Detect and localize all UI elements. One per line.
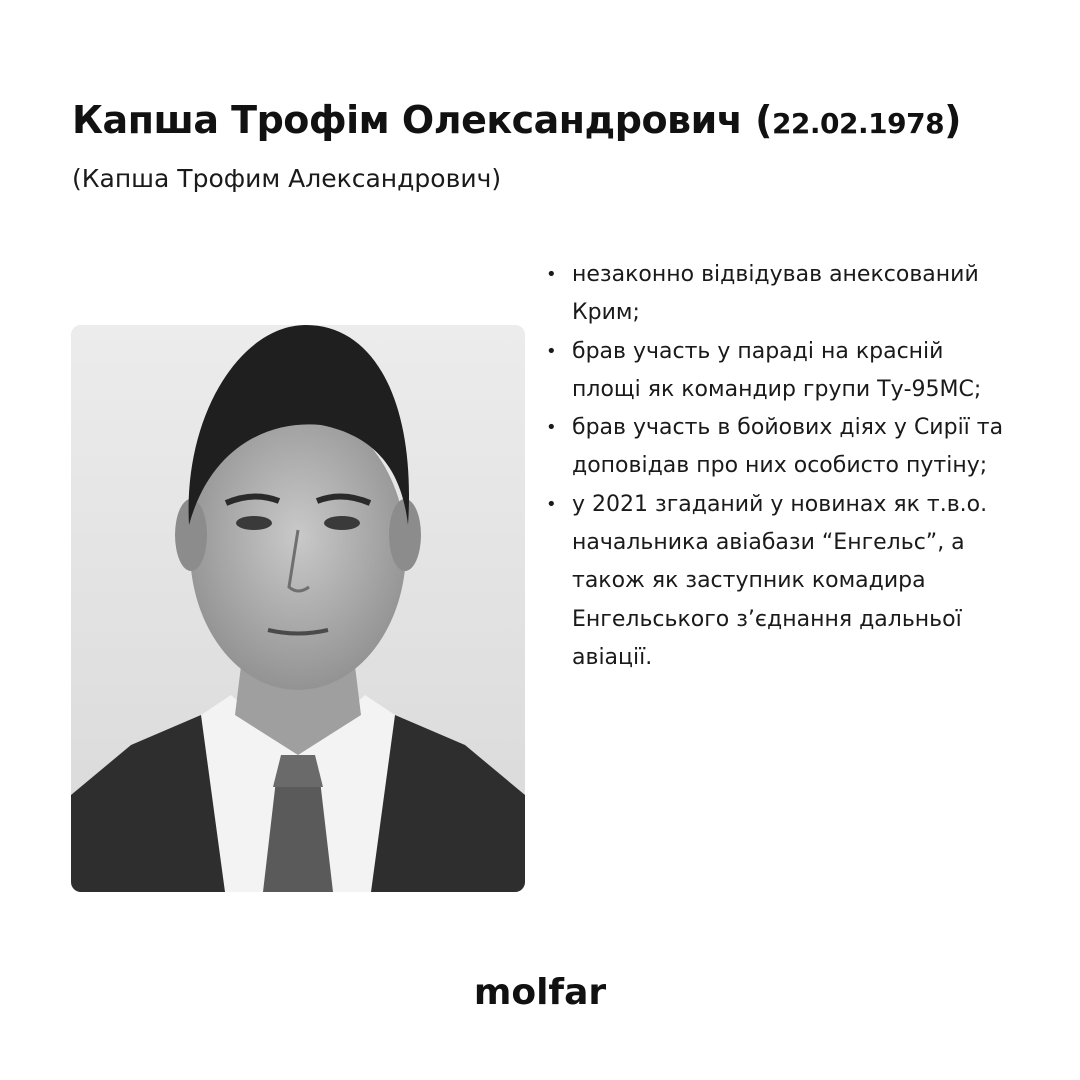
birth-date: 22.02.1978 (771, 107, 945, 140)
bullet-icon: • (546, 417, 557, 439)
page-title (72, 98, 961, 142)
date-paren-open: ( (755, 98, 772, 142)
list-item (544, 486, 1014, 677)
facts-list (544, 256, 1014, 677)
list-item-text: у 2021 згаданий у новинах як т.в.о. начальника авіабази “Енгельс”, а також як заступник комадира Енгельського з’єднання дальньої авіації. (572, 491, 988, 670)
molfar-logo: molfar (473, 972, 607, 1013)
portrait-photo-icon (71, 325, 525, 892)
list-item-text: незаконно відвідував анексований Крим; (572, 262, 979, 326)
list-item (544, 256, 1014, 333)
list-item (544, 333, 1014, 410)
portrait-photo (71, 325, 525, 892)
list-item-text: брав участь в бойових діях у Сирії та доповідав про них особисто путіну; (572, 415, 1004, 479)
date-paren-close: ) (944, 98, 961, 142)
russian-name: (Капша Трофим Александрович) (72, 164, 502, 193)
list-item-text: брав участь у параді на красній площі як командир групи Ту-95МС; (572, 338, 982, 402)
person-name: Капша Трофім Олександрович (72, 98, 743, 142)
bullet-icon: • (546, 493, 557, 515)
bullet-icon: • (546, 340, 557, 362)
bullet-icon: • (546, 264, 557, 285)
list-item (544, 409, 1014, 486)
